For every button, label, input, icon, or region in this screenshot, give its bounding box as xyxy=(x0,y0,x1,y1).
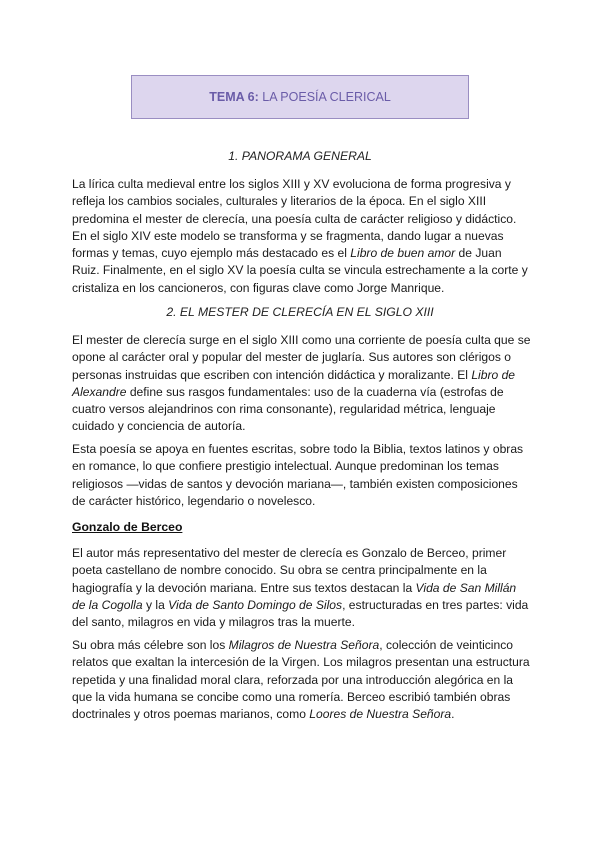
paragraph-text xyxy=(72,637,532,723)
paragraph-berceo-1 xyxy=(72,545,532,631)
text-run: El mester de clerecía surge en el siglo XIII como una corriente de poesía culta que se opone al carácter oral y popular del mester de juglaría. Sus autores son clérigos o personas instruidas que escriben con intención didáctica y moralizante. El xyxy=(72,333,531,382)
text-run: de Juan Ruiz. Finalmente, en el siglo XV la poesía culta se vincula estrechamente a la corte y cristaliza en los cancioneros, con figuras clave como Jorge Manrique. xyxy=(72,246,528,295)
text-run: , estructuradas en tres partes: vida del santo, milagros en vida y milagros tras la muerte. xyxy=(72,597,529,630)
title-box xyxy=(131,75,469,119)
paragraph-panorama xyxy=(72,176,532,297)
title-prefix: TEMA 6: xyxy=(209,90,259,104)
text-run: El autor más representativo del mester de clerecía es Gonzalo de Berceo, primer poeta castellano de nombre conocido. Su obra se centra principalmente en la hagiografía y la devoción mariana. Entre sus textos destacan la xyxy=(72,546,507,595)
title-reference: Vida de Santo Domingo de Silos xyxy=(168,597,343,612)
text-run: y la xyxy=(142,597,169,612)
paragraph-text xyxy=(72,441,532,510)
text-run: , colección de veinticinco relatos que exaltan la intercesión de la Virgen. Los milagros presentan una estructura repetida y una finalidad moral clara, reforzada por una introducción alegórica en la que la vida humana se concibe como una romería. Berceo escribió también obras doctrinales y otros poemas marianos, como xyxy=(72,638,530,722)
section-heading-mester: 2. EL MESTER DE CLERECÍA EN EL SIGLO XIII xyxy=(166,305,434,319)
title-reference: Vida de San Millán de la Cogolla xyxy=(72,580,517,612)
section-heading-panorama: 1. PANORAMA GENERAL xyxy=(228,149,372,163)
text-run: define sus rasgos fundamentales: uso de la cuaderna vía (estrofas de cuatro versos alejandrinos con rima consonante), regularidad métrica, lenguaje cuidado y conciencia de autoría. xyxy=(72,384,504,434)
title-text xyxy=(209,90,391,104)
text-run: . xyxy=(451,707,455,722)
paragraph-text xyxy=(72,332,532,436)
text-run: Esta poesía se apoya en fuentes escritas, sobre todo la Biblia, textos latinos y obras en romance, lo que confiere prestigio intelectual. Aunque predominan los temas religiosos —vidas de santos y devoción mariana—, también existen composiciones de carácter histórico, legendario o novelesco. xyxy=(72,442,524,508)
title-main: LA POESÍA CLERICAL xyxy=(258,90,391,104)
title-reference: Milagros de Nuestra Señora xyxy=(228,638,380,652)
paragraph-text xyxy=(72,545,532,631)
title-reference: Libro de buen amor xyxy=(350,246,456,261)
paragraph-mester-1 xyxy=(72,332,532,436)
paragraph-mester-2 xyxy=(72,441,532,510)
subheading-berceo: Gonzalo de Berceo xyxy=(72,520,183,534)
text-run: La lírica culta medieval entre los siglos XIII y XV evoluciona de forma progresiva y refleja los cambios sociales, culturales y literarios de la época. En el siglo XIII predomina el mester de clerecía, una poesía culta de carácter religioso y didáctico. En el siglo XIV este modelo se transforma y se fragmenta, dando lugar a nuevas formas y temas, cuyo ejemplo más destacado es el xyxy=(72,177,517,261)
paragraph-berceo-2 xyxy=(72,637,532,723)
title-reference: Loores de Nuestra Señora xyxy=(309,707,452,722)
paragraph-text xyxy=(72,176,532,297)
title-reference: Libro de Alexandre xyxy=(72,367,516,399)
text-run: Su obra más célebre son los xyxy=(72,638,229,652)
